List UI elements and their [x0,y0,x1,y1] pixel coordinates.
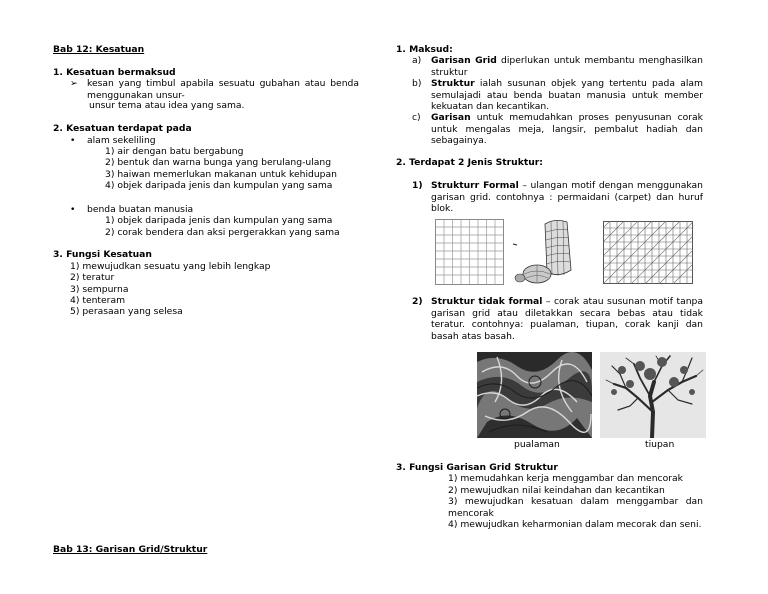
arrow-bullet-icon: ➢ [70,78,78,89]
list-item: 3) mewujudkan kesatuan dalam menggambar dan mencorak [448,496,703,519]
struktur-tidak-formal-text: Struktur tidak formal – corak atau susunan motif tanpa garisan grid atau diletakkan secara bebas atau tidak teratur. contohnya: pualaman, tiupan, corak kanji dan basah atas basah. [431,296,703,342]
list-item: 1) memudahkan kerja menggambar dan mencorak [448,473,683,484]
maksud-a: Garisan Grid diperlukan untuk membantu menghasilkan struktur [431,55,703,78]
list-item: 4) mewujudkan keharmonian dalam mecorak dan seni. [448,519,702,530]
bab13-title: Bab 13: Garisan Grid/Struktur [53,544,208,555]
triangle-grid-image [603,221,693,284]
bullet-icon: • [70,135,76,146]
tiupan-blown-ink-image [600,352,706,438]
3d-grid-objects-image [511,218,593,286]
list-item: 3) haiwan memerlukan makanan untuk kehidupan [105,169,337,180]
maksud-heading: 1. Maksud: [396,44,453,55]
maksud-c: Garisan untuk memudahkan proses penyusunan corak untuk mengalas meja, langsir, pembalut hadiah dan sebagainya. [431,112,703,146]
list-item: 5) perasaan yang selesa [70,306,183,317]
group-label-alam: alam sekeliling [87,135,156,146]
list-marker: a) [412,55,422,66]
list-marker: c) [412,112,421,123]
section1-text-b: unsur tema atau idea yang sama. [89,100,245,111]
list-item: 2) mewujudkan nilai keindahan dan kecantikan [448,485,665,496]
list-item: 1) air dengan batu bergabung [105,146,244,157]
list-item: 1) objek daripada jenis dan kumpulan yang sama [105,215,333,226]
bullet-icon: • [70,204,76,215]
list-item: 2) teratur [70,272,115,283]
maksud-b: Struktur ialah susunan objek yang tertentu pada alam semulajadi atau benda buatan manusia untuk member kekuatan dan kecantikan. [431,78,703,112]
list-item: 2) bentuk dan warna bunga yang berulang-ulang [105,157,332,168]
square-grid-image [435,219,504,285]
group-label-buatan: benda buatan manusia [87,204,194,215]
list-item: 2) corak bendera dan aksi pergerakkan yang sama [105,227,340,238]
section1-heading: 1. Kesatuan bermaksud [53,67,176,78]
list-marker: 2) [412,296,423,307]
fungsi-grid-heading: 3. Fungsi Garisan Grid Struktur [396,462,558,473]
caption-pualaman: pualaman [514,439,560,450]
section3-heading: 3. Fungsi Kesatuan [53,249,152,260]
list-marker: b) [412,78,422,89]
section1-text-a: kesan yang timbul apabila sesuatu gubahan atau benda menggunakan unsur- [87,78,359,101]
section2-heading: 2. Kesatuan terdapat pada [53,123,192,134]
list-marker: 1) [412,180,423,191]
list-item: 1) mewujudkan sesuatu yang lebih lengkap [70,261,271,272]
struktur-formal-text: Strukturr Formal – ulangan motif dengan menggunakan garisan grid. contohnya : permaidani (carpet) dan huruf blok. [431,180,703,214]
jenis-heading: 2. Terdapat 2 Jenis Struktur: [396,157,543,168]
pualaman-marbling-image [477,352,592,438]
bab12-title: Bab 12: Kesatuan [53,44,145,55]
list-item: 4) objek daripada jenis dan kumpulan yang sama [105,180,333,191]
caption-tiupan: tiupan [645,439,675,450]
list-item: 3) sempurna [70,284,129,295]
list-item: 4) tenteram [70,295,126,306]
